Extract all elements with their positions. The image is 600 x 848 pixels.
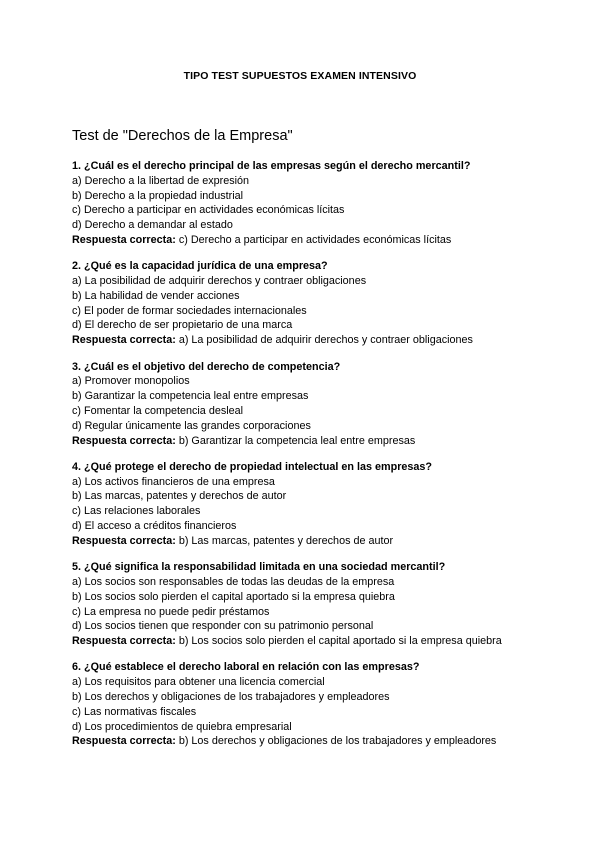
answer-option: d) El acceso a créditos financieros xyxy=(72,520,237,533)
answer-option: c) El poder de formar sociedades internacionales xyxy=(72,304,307,317)
correct-answer-value: a) La posibilidad de adquirir derechos y contraer obligaciones xyxy=(178,334,473,347)
answer-option: b) Los derechos y obligaciones de los trabajadores y empleadores xyxy=(72,691,390,703)
answer-option: a) Los socios son responsables de todas las deudas de la empresa xyxy=(72,575,395,588)
answer-option: b) La habilidad de vender acciones xyxy=(72,289,240,302)
correct-answer-label: Respuesta correcta: xyxy=(72,635,176,648)
answer-option: b) Las marcas, patentes y derechos de autor xyxy=(72,490,287,503)
answer-option: b) Garantizar la competencia leal entre empresas xyxy=(72,390,309,403)
answer-option: a) Los activos financieros de una empresa xyxy=(72,475,275,488)
correct-answer-value: b) Los derechos y obligaciones de los trabajadores y empleadores xyxy=(178,735,497,748)
answer-option: d) Los socios tienen que responder con su patrimonio personal xyxy=(72,620,374,633)
correct-answer-line xyxy=(72,233,572,248)
answer-option: a) Los requisitos para obtener una licencia comercial xyxy=(72,676,325,689)
question-title: 6. ¿Qué establece el derecho laboral en relación con las empresas? xyxy=(72,661,420,674)
question-list xyxy=(72,159,572,761)
question-block xyxy=(72,360,572,449)
correct-answer-label: Respuesta correcta: xyxy=(72,334,176,347)
correct-answer-value: c) Derecho a participar en actividades económicas lícitas xyxy=(178,233,452,246)
correct-answer-label: Respuesta correcta: xyxy=(72,233,176,246)
correct-answer-line xyxy=(72,634,572,649)
question-block xyxy=(72,660,572,749)
answer-option: c) La empresa no puede pedir préstamos xyxy=(72,605,270,618)
question-block xyxy=(72,560,572,649)
question-block xyxy=(72,259,572,348)
question-title: 1. ¿Cuál es el derecho principal de las empresas según el derecho mercantil? xyxy=(72,160,471,172)
answer-option: a) Derecho a la libertad de expresión xyxy=(72,174,250,187)
answer-option: d) Derecho a demandar al estado xyxy=(72,219,233,232)
test-heading: Test de "Derechos de la Empresa" xyxy=(72,128,293,144)
correct-answer-value: b) Los socios solo pierden el capital aportado si la empresa quiebra xyxy=(178,635,502,648)
answer-option: c) Derecho a participar en actividades económicas lícitas xyxy=(72,204,345,217)
correct-answer-value: b) Las marcas, patentes y derechos de autor xyxy=(178,534,394,547)
question-title: 4. ¿Qué protege el derecho de propiedad intelectual en las empresas? xyxy=(72,460,433,473)
correct-answer-line xyxy=(72,333,572,348)
question-block xyxy=(72,159,572,248)
answer-option: c) Las normativas fiscales xyxy=(72,705,197,718)
correct-answer-line xyxy=(72,434,572,449)
correct-answer-label: Respuesta correcta: xyxy=(72,735,176,748)
answer-option: c) Fomentar la competencia desleal xyxy=(72,404,244,417)
question-title: 2. ¿Qué es la capacidad jurídica de una empresa? xyxy=(72,260,328,273)
question-block xyxy=(72,460,572,549)
document-title: TIPO TEST SUPUESTOS EXAMEN INTENSIVO xyxy=(183,70,417,82)
question-title: 3. ¿Cuál es el objetivo del derecho de competencia? xyxy=(72,360,341,373)
answer-option: d) Regular únicamente las grandes corporaciones xyxy=(72,419,311,432)
question-title: 5. ¿Qué significa la responsabilidad limitada en una sociedad mercantil? xyxy=(72,561,446,574)
correct-answer-value: b) Garantizar la competencia leal entre empresas xyxy=(178,434,416,447)
answer-option: b) Derecho a la propiedad industrial xyxy=(72,189,244,202)
answer-option: d) El derecho de ser propietario de una marca xyxy=(72,319,293,332)
correct-answer-label: Respuesta correcta: xyxy=(72,434,176,447)
answer-option: c) Las relaciones laborales xyxy=(72,505,201,518)
correct-answer-line xyxy=(72,734,572,749)
answer-option: a) La posibilidad de adquirir derechos y contraer obligaciones xyxy=(72,275,367,288)
answer-option: d) Los procedimientos de quiebra empresarial xyxy=(72,720,292,733)
correct-answer-label: Respuesta correcta: xyxy=(72,534,176,547)
correct-answer-line xyxy=(72,534,572,549)
answer-option: a) Promover monopolios xyxy=(72,375,190,388)
answer-option: b) Los socios solo pierden el capital aportado si la empresa quiebra xyxy=(72,590,395,603)
